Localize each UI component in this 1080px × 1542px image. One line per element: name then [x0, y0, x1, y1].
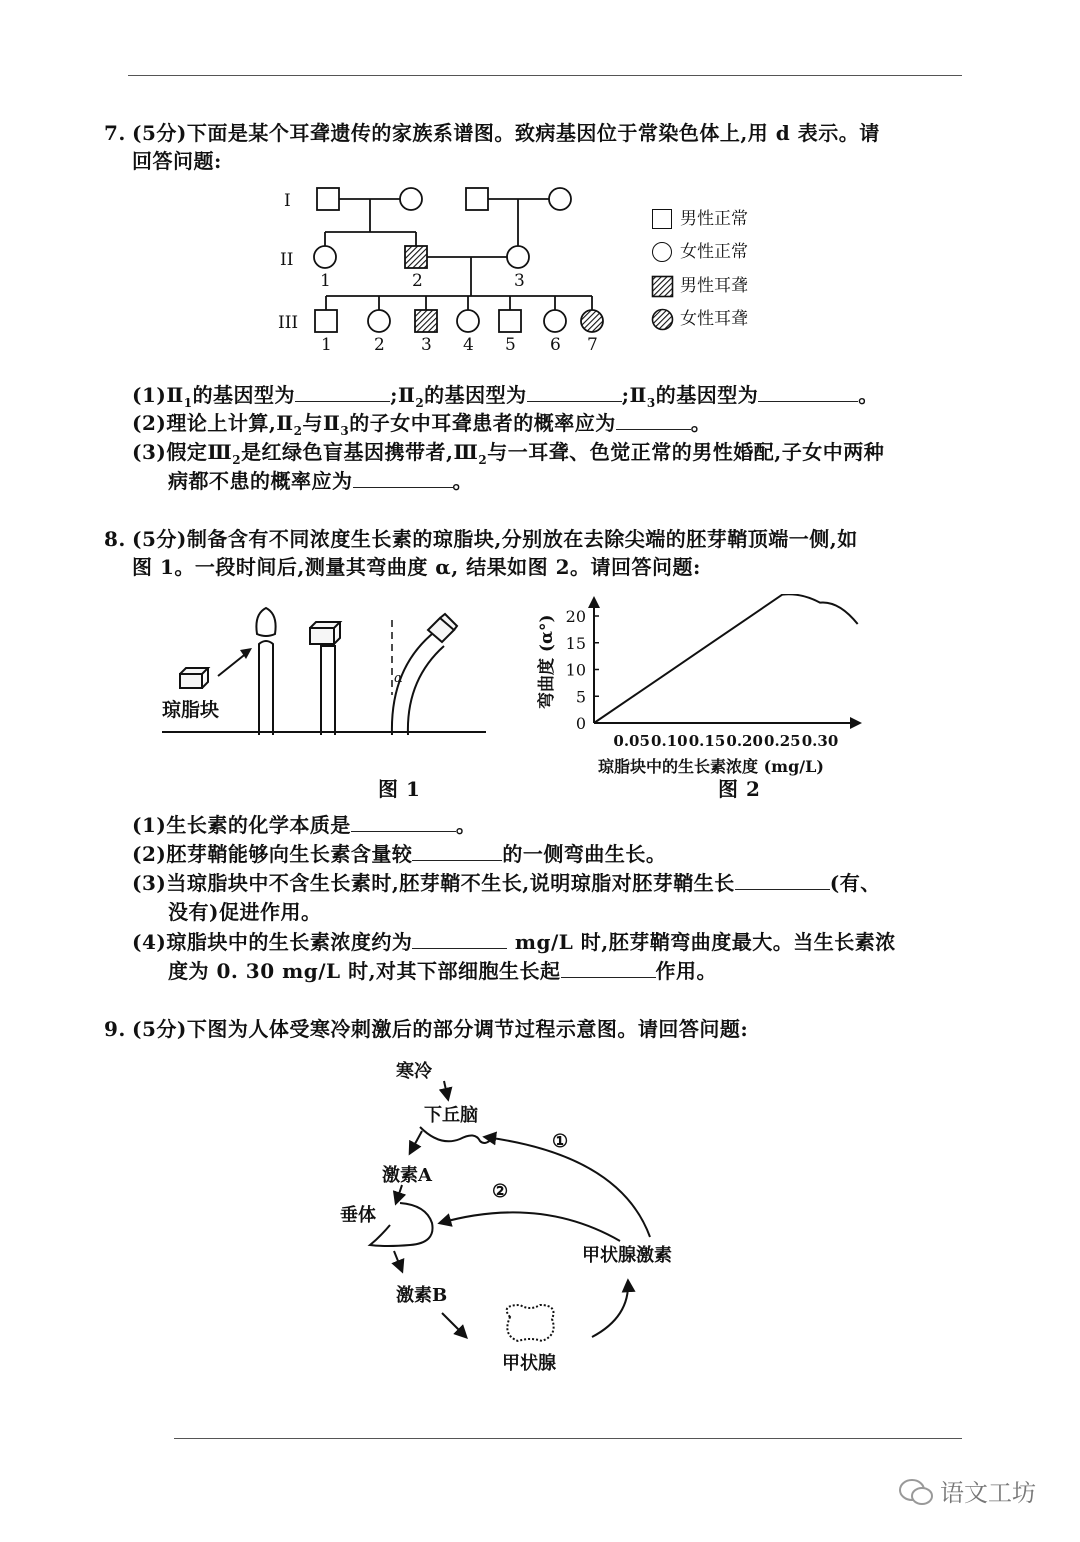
- chart-x-tick-label: 0.20: [726, 732, 763, 750]
- ii-num-3: 3: [514, 271, 525, 291]
- iii-num-3: 3: [421, 335, 432, 355]
- q7-sub1-blank1[interactable]: [295, 383, 390, 402]
- i1-male-normal: [317, 188, 339, 210]
- legend-male-deaf-symbol: [651, 275, 675, 299]
- i3-male-normal: [466, 188, 488, 210]
- q8-sub1: (1)生长素的化学本质是 。: [132, 813, 477, 837]
- q8-stem-line1: (5分)制备含有不同浓度生长素的琼脂块,分别放在去除尖端的胚芽鞘顶端一侧,如: [132, 527, 858, 551]
- chart-x-tick-label: 0.10: [651, 732, 688, 750]
- q7-sub1-blank2[interactable]: [527, 383, 622, 402]
- gen-label-iii: III: [278, 313, 299, 333]
- iii5-male-normal: [499, 310, 521, 332]
- q8-sub4: (4)琼脂块中的生长素浓度约为 mg/L 时,胚芽鞘弯曲度最大。当生长素浓: [132, 930, 896, 954]
- q7-sub2: (2)理论上计算$,Ⅱ_2$与$Ⅱ_3$的子女中耳聋患者的概率应为 。: [132, 411, 712, 438]
- iii6-female-normal: [544, 310, 566, 332]
- q8-stem-line2: 图 1。一段时间后,测量其弯曲度 α, 结果如图 2。请回答问题:: [132, 555, 701, 579]
- label-hormone-b: 激素B: [396, 1285, 448, 1306]
- q7-sub1: $(1)Ⅱ_1$的基因型为 $;Ⅱ_2$的基因型为 $;Ⅱ_3$的基因型为 。: [132, 383, 879, 410]
- iii2-female-normal: [368, 310, 390, 332]
- label-thyroxine: 甲状腺激素: [582, 1245, 672, 1266]
- legend-female-normal: 女性正常: [680, 242, 748, 262]
- q8-sub3-blank[interactable]: [735, 871, 830, 890]
- label-pituitary: 垂体: [340, 1205, 376, 1226]
- chart-x-tick-label: 0.30: [801, 732, 839, 750]
- label-hypothalamus: 下丘脑: [424, 1105, 478, 1126]
- iii-num-5: 5: [505, 335, 516, 355]
- hypothalamus-shape: [420, 1127, 495, 1143]
- label-hormone-a: 激素A: [382, 1165, 432, 1186]
- ii1-female-normal: [314, 246, 336, 268]
- figure-2-caption: 图 2: [718, 777, 761, 801]
- legend-female-normal-symbol: [652, 242, 672, 262]
- top-rule: [128, 75, 962, 76]
- bottom-rule: [174, 1438, 962, 1439]
- q8-sub2-blank[interactable]: [412, 842, 502, 861]
- q8-sub3-line2: 没有)促进作用。: [168, 900, 322, 924]
- chart-y-tick-label: 15: [565, 633, 586, 653]
- q7-sub3-blank[interactable]: [353, 469, 453, 488]
- arrow-2-feedback: [440, 1212, 620, 1241]
- agar-block-3d: [180, 668, 208, 688]
- arrow-1-feedback: [485, 1137, 650, 1237]
- iii4-female-normal: [457, 310, 479, 332]
- arrow-thyroid-to-hormone: [592, 1281, 628, 1337]
- q7-sub1-blank3[interactable]: [758, 383, 858, 402]
- chart-y-tick-label: 10: [565, 660, 586, 680]
- chart-y-axis-label: 弯曲度 (α°): [537, 614, 557, 709]
- legend-male-normal: 男性正常: [680, 209, 748, 229]
- iii-num-4: 4: [463, 335, 474, 355]
- thyroid-shape: [507, 1305, 554, 1341]
- chart-x-tick-label: 0.15: [688, 732, 726, 750]
- watermark-text: 语文工坊: [940, 1479, 1036, 1507]
- pedigree-chart: [270, 178, 630, 358]
- angle-alpha: α: [394, 671, 403, 686]
- gen-label-ii: II: [280, 250, 294, 270]
- figure-1: [160, 600, 490, 745]
- agar-block-label: 琼脂块: [162, 699, 220, 721]
- ii2-male-deaf: [405, 246, 427, 268]
- chart-y-tick-label: 5: [575, 687, 586, 707]
- ii3-female-normal: [507, 246, 529, 268]
- q8-sub4-blank2[interactable]: [561, 959, 656, 978]
- q8-sub4-line2: 度为 0. 30 mg/L 时,对其下部细胞生长起 作用。: [168, 959, 718, 983]
- q7-stem-line1: (5分)下面是某个耳聋遗传的家族系谱图。致病基因位于常染色体上,用 d 表示。请: [132, 121, 880, 145]
- iii-num-2: 2: [374, 335, 385, 355]
- chart-curve-bending-angle: [594, 594, 858, 723]
- legend-male-normal-symbol: [652, 209, 672, 229]
- ii-num-1: 1: [320, 271, 331, 291]
- chart-y-tick-label: 20: [565, 607, 586, 626]
- q7-sub3-line2: 病都不患的概率应为 。: [168, 469, 473, 493]
- chart-x-tick-label: 0.05: [613, 732, 650, 750]
- figure-2-chart: [530, 594, 870, 784]
- wechat-icon: [898, 1478, 934, 1508]
- i4-female-normal: [549, 188, 571, 210]
- q8-number: 8.: [104, 527, 126, 551]
- i2-female-normal: [400, 188, 422, 210]
- mark-1: ①: [552, 1131, 569, 1152]
- gen-label-i: I: [284, 191, 291, 211]
- iii-num-1: 1: [321, 335, 332, 355]
- q8-sub1-blank[interactable]: [351, 813, 456, 832]
- chart-x-tick-label: 0.25: [764, 732, 801, 750]
- q7-sub3: (3)假定$Ⅲ_2$是红绿色盲基因携带者$,Ⅲ_2$与一耳聋、色觉正常的男性婚配,子女中两种: [132, 440, 885, 467]
- chart-x-axis-label: 琼脂块中的生长素浓度 (mg/L): [598, 757, 824, 776]
- regulation-diagram: [330, 1055, 710, 1385]
- iii3-male-deaf: [415, 310, 437, 332]
- q7-number: 7.: [104, 121, 126, 145]
- q8-sub3: (3)当琼脂块中不含生长素时,胚芽鞘不生长,说明琼脂对胚芽鞘生长 (有、: [132, 871, 881, 895]
- removed-tip: [256, 608, 275, 636]
- q7-stem-line2: 回答问题:: [132, 149, 222, 173]
- iii1-male-normal: [315, 310, 337, 332]
- ii-num-2: 2: [412, 271, 423, 291]
- legend-male-deaf: 男性耳聋: [680, 276, 748, 296]
- legend-female-deaf: 女性耳聋: [680, 309, 748, 329]
- figure-1-caption: 图 1: [378, 777, 421, 801]
- q9-stem-line1: (5分)下图为人体受寒冷刺激后的部分调节过程示意图。请回答问题:: [132, 1017, 749, 1041]
- label-thyroid: 甲状腺: [502, 1353, 556, 1374]
- q7-sub2-blank[interactable]: [616, 411, 691, 430]
- label-cold: 寒冷: [396, 1061, 432, 1082]
- iii-num-6: 6: [550, 335, 561, 355]
- q8-sub4-blank1[interactable]: [412, 930, 507, 949]
- chart-y-tick-label: 0: [575, 714, 586, 733]
- pituitary-shape: [370, 1203, 433, 1246]
- legend-female-deaf-symbol: [651, 308, 675, 332]
- q9-number: 9.: [104, 1017, 126, 1041]
- iii-num-7: 7: [587, 335, 598, 355]
- iii7-female-deaf: [581, 310, 603, 332]
- mark-2: ②: [492, 1181, 509, 1202]
- q8-sub2: (2)胚芽鞘能够向生长素含量较 的一侧弯曲生长。: [132, 842, 667, 866]
